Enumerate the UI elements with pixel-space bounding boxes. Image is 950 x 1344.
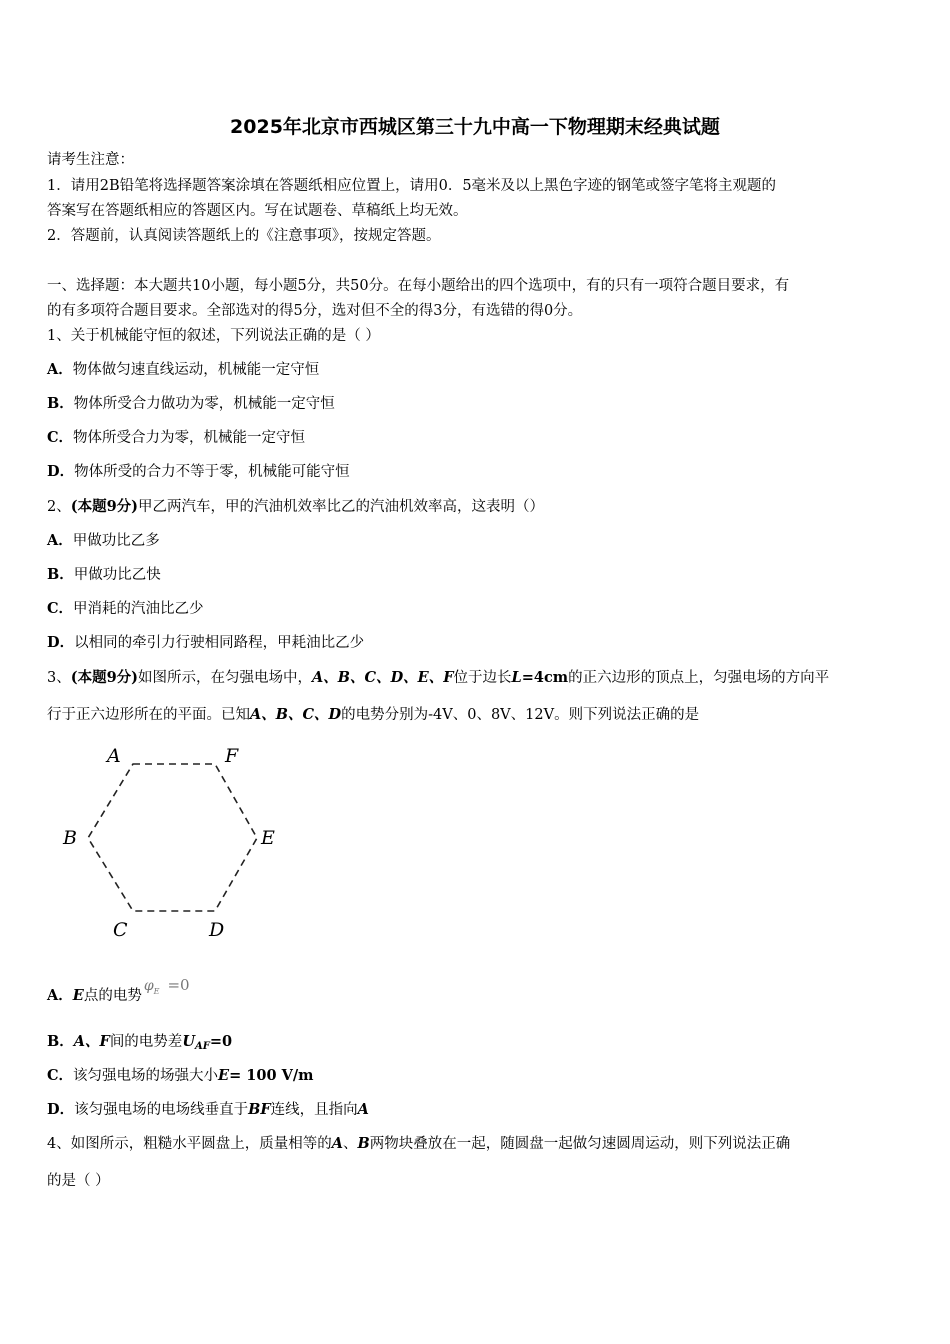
option-text: 甲做功比乙快	[73, 567, 161, 583]
option-text: 以相同的牵引力行驶相同路程，甲耗油比乙少	[74, 635, 365, 651]
option-text: 点的电势	[83, 988, 142, 1004]
phi-subscript: E	[153, 987, 160, 996]
q3-option-a	[47, 976, 190, 1008]
q1-option-a	[47, 360, 319, 380]
option-var: A	[357, 1101, 369, 1118]
q3-score-tag: (本题9分)	[70, 669, 139, 686]
vertex-label-b: B	[63, 827, 77, 849]
q1-option-d	[47, 462, 350, 482]
q1-option-b	[47, 394, 335, 414]
option-label: C．	[47, 429, 74, 446]
q3-text: 位于边长	[453, 670, 512, 686]
q3-option-d	[47, 1100, 369, 1120]
q3-stem-line-2	[47, 705, 699, 725]
option-label: D．	[47, 634, 75, 651]
q3-text: 的电势分别为-4V、0、8V、12V。则下列说法正确的是	[341, 707, 700, 723]
option-var: BF	[248, 1101, 271, 1118]
q2-score-tag: (本题9分)	[70, 498, 139, 515]
option-label: D．	[47, 1101, 75, 1118]
option-text: 该匀强电场的电场线垂直于	[74, 1102, 249, 1118]
option-label: B．	[47, 566, 74, 583]
option-label: B．	[47, 395, 74, 412]
vertex-label-c: C	[113, 919, 128, 941]
q2-option-a	[47, 531, 160, 551]
section-1-line-1: 一、选择题：本大题共10小题，每小题5分，共50分。在每小题给出的四个选项中，有的只有一项符合题目要求，有	[47, 278, 790, 294]
vertex-label-f: F	[225, 745, 239, 767]
notice-item-2: 2．答题前，认真阅读答题纸上的《注意事项》，按规定答题。	[47, 228, 441, 244]
q3-option-b	[47, 1032, 232, 1054]
option-var: E	[72, 987, 84, 1004]
potential-difference-subscript: AF	[194, 1041, 210, 1052]
page-title: 2025年北京市西城区第三十九中高一下物理期末经典试题	[230, 116, 720, 138]
q3-text: 如图所示，在匀强电场中，	[138, 670, 313, 686]
q1-option-c	[47, 428, 305, 448]
q2-number: 2、	[47, 499, 71, 515]
q3-number: 3、	[47, 670, 71, 686]
option-label: A．	[47, 361, 73, 378]
option-var: A、F	[73, 1033, 110, 1050]
option-text: 物体所受合力做功为零，机械能一定守恒	[73, 396, 335, 412]
q3-points-2: A、B、C、D	[250, 706, 342, 723]
vertex-label-e: E	[261, 827, 275, 849]
hexagon-outline	[88, 764, 257, 911]
option-text: 连线，且指向	[270, 1102, 358, 1118]
phi-formula	[144, 978, 190, 994]
q2-stem-text: 甲乙两汽车，甲的汽油机效率比乙的汽油机效率高，这表明（）	[138, 499, 545, 515]
q4-separator: 、	[343, 1136, 358, 1152]
option-label: A．	[47, 532, 73, 549]
q1-stem: 1、关于机械能守恒的叙述，下列说法正确的是（ ）	[47, 328, 380, 344]
q4-var-b: B	[357, 1135, 370, 1152]
option-text: 间的电势差	[109, 1034, 183, 1050]
option-text: 甲做功比乙多	[72, 533, 160, 549]
q4-stem-line-1	[47, 1134, 790, 1154]
option-text: 该匀强电场的场强大小	[73, 1068, 219, 1084]
q3-L: L	[511, 669, 522, 686]
q3-points: A、B、C、D、E、F	[312, 669, 454, 686]
section-1-line-2: 的有多项符合题目要求。全部选对的得5分，选对但不全的得3分，有选错的得0分。	[47, 303, 583, 319]
notice-heading: 请考生注意：	[47, 152, 134, 168]
phi-symbol: φ	[143, 978, 154, 994]
q3-option-c	[47, 1066, 314, 1086]
q4-stem-line-2: 的是（ ）	[47, 1173, 110, 1189]
vertex-label-a: A	[107, 745, 121, 767]
option-var: E	[218, 1067, 230, 1084]
phi-value: =0	[167, 976, 190, 994]
option-text: 甲消耗的汽油比乙少	[73, 601, 204, 617]
q2-option-b	[47, 565, 161, 585]
q3-text: 行于正六边形所在的平面。已知	[47, 707, 250, 723]
vertex-label-d: D	[209, 919, 225, 941]
hexagon-figure	[55, 740, 295, 950]
q3-L-value: =4cm	[521, 669, 569, 686]
option-text: 物体所受合力为零，机械能一定守恒	[73, 430, 306, 446]
q4-text: 两物块叠放在一起，随圆盘一起做匀速圆周运动，则下列说法正确	[369, 1136, 791, 1152]
option-text: 物体所受的合力不等于零，机械能可能守恒	[74, 464, 350, 480]
notice-item-1a: 1．请用2B铅笔将选择题答案涂填在答题纸相应位置上，请用0．5毫米及以上黑色字迹的钢笔或签字笔将主观题的	[47, 178, 777, 194]
option-label: A．	[47, 987, 73, 1004]
q2-stem	[47, 497, 544, 517]
q4-text: 4、如图所示，粗糙水平圆盘上，质量相等的	[47, 1136, 332, 1152]
option-label: D．	[47, 463, 75, 480]
option-label: B．	[47, 1033, 74, 1050]
option-value: =0	[209, 1033, 233, 1050]
q4-var-a: A	[331, 1135, 343, 1152]
option-label: C．	[47, 1067, 74, 1084]
potential-difference-symbol: U	[182, 1033, 195, 1050]
option-value: = 100 V/m	[229, 1067, 314, 1084]
q2-option-d	[47, 633, 364, 653]
option-label: C．	[47, 600, 74, 617]
notice-item-1b: 答案写在答题纸相应的答题区内。写在试题卷、草稿纸上均无效。	[47, 203, 468, 219]
q3-text: 的正六边形的顶点上，匀强电场的方向平	[568, 670, 830, 686]
q3-stem-line-1	[47, 668, 829, 688]
option-text: 物体做匀速直线运动，机械能一定守恒	[72, 362, 320, 378]
q2-option-c	[47, 599, 204, 619]
